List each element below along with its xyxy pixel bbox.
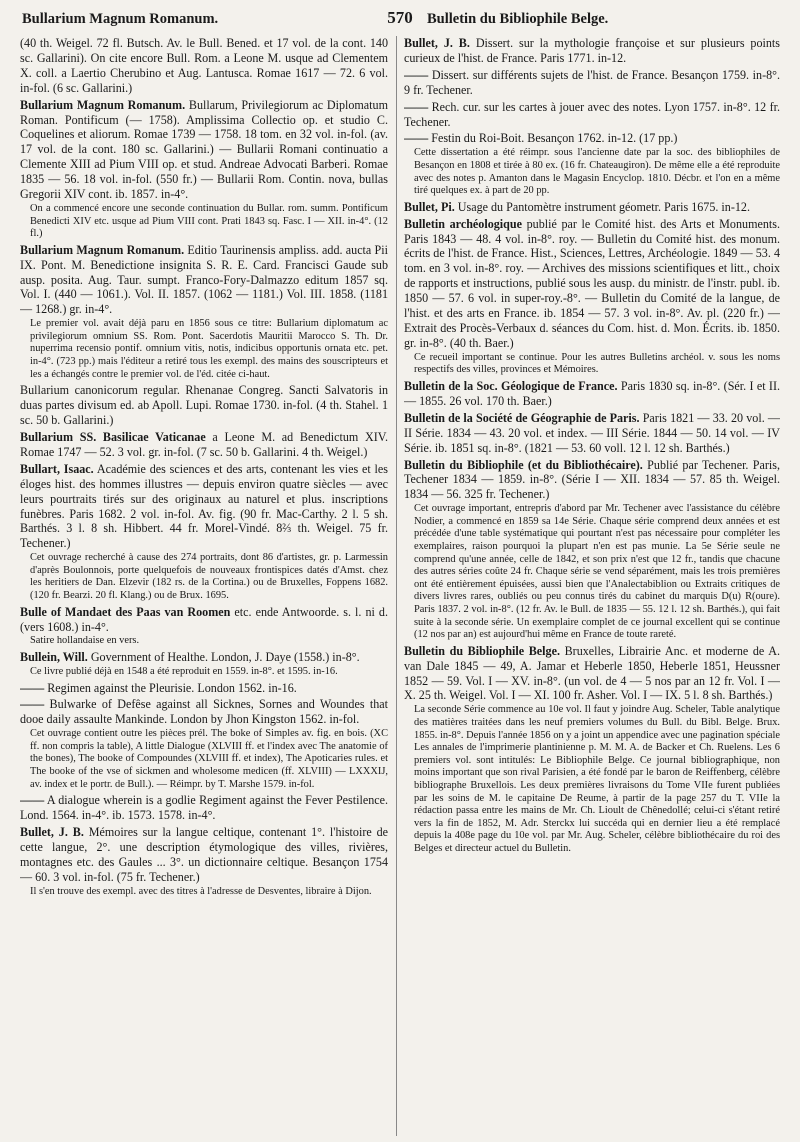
entry-heading: —— [20, 680, 45, 695]
entry-heading: Bullet, Pi. [404, 199, 455, 214]
entry-note: Cet ouvrage recherché à cause des 274 portraits, dont 86 d'artistes, gr. p. Larmessin d'après Boulonnois, porte quelquefois de nouveaux frontispices datés d'Amst. chez les heritiers de Dan. Elzevir (182 rs. de la Cortina.) ou de Bruxelles, Foppens 1682. (120 fr. Bearzi. 20 fl. Klang.) ou de Brux. 1695. [30, 552, 388, 601]
bibliography-entry [20, 697, 388, 791]
entry-heading: —— [20, 793, 45, 808]
entry-heading: Bullart, Isaac. [20, 461, 94, 476]
entry-text: Bulwarke of Defêse against all Sicknes, Sornes and Woundes that dooe daily assaulte Mankinde. London by Jhon Kingston 1562. in-fol. [20, 697, 388, 727]
entry-text: (40 th. Weigel. 72 fl. Butsch. Av. le Bull. Bened. et 17 vol. de la cont. 140 sc. Gallarini). On cite encore Bull. Rom. a Leone M. usque ad Clementem X. coll. a Laertio Cherubino et Aug. Lantusca. Romae 1617 — 72. 6 vol. in-fol. (6 sc. Gallarini.) [20, 36, 388, 95]
entry-text: a Leone M. ad Benedictum XIV. Romae 1747 — 52. 3 vol. gr. in-fol. (7 sc. 50 b. Gallarini. 4 th. Weigel.) [20, 429, 388, 459]
entry-text: etc. ende Antwoorde. s. l. ni d. (vers 1608.) in-4°. [20, 604, 388, 634]
entry-note: La seconde Série commence au 10e vol. Il faut y joindre Aug. Scheler, Table analytique des matières traitées dans les neuf premiers volumes du Bull. du Bibl. Belge. Brux. 1855. in-8°. Depuis l'année 1856 on y a joint un appendice avec une pagination spéciale Les annales de l'imprimerie plantinienne p. M. M. A. de Backer et Ch. Ruelens. Les 6 premiers vol. sont intitulés: Le Bibliophile Belge. Ce journal bibliographique, non moins important que son rival Parisien, a été fondé par le baron de Reiffenberg, célèbre bibliographe Bruxellois. Les deux premières livraisons du Tome VIIe furent publiées par les soins de M. le capitaine De Reume, à partir de la page 257 du T. VIIe la rédaction passa entre les mains de Mr. Ch. Lioult de Chênedollé; celui-ci s'étant retiré vers la fin de 1852, M. Adr. Sterckx lui succéda qui en dernier lieu a été remplacé depuis la 408e page du 10e vol. par Mr. Aug. Scheler, célèbre bibliothécaire du roi des Belges et directeur actuel du Bulletin. [414, 704, 780, 854]
bibliography-entry [20, 681, 388, 696]
entry-note: Le premier vol. avait déjà paru en 1856 sous ce titre: Bullarium diplomatum ac privilegiorum omnium SS. Rom. Pont. Sacerdotis Mauritii Marocco S. Th. Dr. nuperrima recensio pontif. omnium vitis, notis, indicibus opportunis ornata etc. pet. in-4°. (723 pp.) mais l'éditeur a retiré tous les exempl. des mains des souscripteurs et les a échangés contre le premier vol. de l'éd. citée ci-haut. [30, 318, 388, 380]
bibliography-entry [20, 98, 388, 241]
bibliography-entry [20, 825, 388, 898]
left-column [20, 36, 388, 1136]
page-header [22, 8, 778, 32]
bibliography-entry [404, 100, 780, 130]
entry-heading: Bullarium Magnum Romanum. [20, 242, 185, 257]
entry-text: publié par le Comité hist. des Arts et Monuments. Paris 1843 — 48. 4 vol. in-8°. roy. — Bulletin du Comité hist. des monum. écrits de l'hist. de France. Hist., Sciences, Lettres, Archéologie. 1849 — 53. 4 tom. en 3 vol. in-8°. roy. — Archives des missions scientifiques et litt., choix de rapports et instructions, publié sous les ausp. du ministr. de l'instr. publ. ib. 1850 — 57. 6 vol. in super-roy.-8°. — Bulletin du Comité de la langue, de l'hist. et des arts en France. ib. 1854 — 57. 3 vol. in-8°. Av. pl. (220 fr.) — Extrait des Procès-Verbaux d. séances du Com. hist. d. Mon. Écrits. ib. 1850. gr. in-8°. (40 th. Baer.) [404, 216, 780, 350]
entry-heading: —— [404, 131, 429, 146]
entry-heading: Bulletin de la Société de Géographie de Paris. [404, 410, 640, 425]
entry-heading: Bulle of Mandaet des Paas van Roomen [20, 604, 231, 619]
entry-note: Cet ouvrage important, entrepris d'abord par Mr. Techener avec l'assistance du célèbre Nodier, a commencé en 1859 sa 14e Série. Chaque série comprend deux années et est précédée d'une table systématique qui pourtant n'est pas nécessaire pour compléter les exemplaires, raison pourquoi la plupart n'en est pas munie. La 5e Série seule ne comprend qu'une année, celle de 1842, et son prix n'est que 12 fr., tandis que chacune des autres séries coûte 24 fr. Chaque série se vend séparément, mais les trois premières ont été entièrement épuisées, aussi bien que l'Analectabiblion ou Extraits critiques de divers livres rares, oubliés ou peu connus tirés du cabinet du marquis D(u) R(oure). Paris 1837. 2 vol. in-8°. (12 fr. Av. le Bull. de 1835 — 55. 12 l. 12 sh. Barthés.), qui fait suite à la seconde série. Un exemplaire complet de ce journal excellent qui se continue (12 nos par an) est aujourd'hui même en France de toute rareté. [414, 503, 780, 641]
bibliography-entry [404, 217, 780, 377]
entry-text: Festin du Roi-Boit. Besançon 1762. in-12. (17 pp.) [431, 131, 678, 146]
entry-note: On a commencé encore une seconde continuation du Bullar. rom. summ. Pontificum Benedicti XIV etc. usque ad Pium VIII cont. Prati 1843 sq. Fasc. I — XII. in-4°. (12 fl.) [30, 202, 388, 240]
entry-text: Bruxelles, Librairie Anc. et moderne de A. van Dale 1845 — 49, A. Jamar et Heberle 1850, Heberle 1851, Heussner 1852 — 59. Vol. I — XV. in-8°. (un vol. de 4 — 5 nos par an 12 fr. Vol. I — X. 25 th. Weigel. Vol. I — XI. 100 fr. Asher. Vol. I — IX. 5 l. 8 sh. Barthés.) [404, 643, 780, 703]
entry-heading: —— [20, 697, 45, 712]
entry-note: Ce livre publié déjà en 1548 a été reproduit en 1559. in-8°. et 1595. in-16. [30, 665, 338, 677]
entry-heading: Bullein, Will. [20, 650, 88, 664]
bibliography-entry [404, 68, 780, 98]
bibliography-entry [404, 458, 780, 642]
entry-heading: Bulletin du Bibliophile Belge. [404, 643, 560, 658]
entry-note: Il s'en trouve des exempl. avec des titres à l'adresse de Desventes, libraire à Dijon. [30, 885, 372, 897]
entry-text: Editio Taurinensis ampliss. add. aucta Pii IX. Pont. M. Benedictione insignita S. R. E. Card. Francisci Gaude sub ausp. posita. Aug. Taur. sumpt. Franco-Fory-Dalmazzo editum 1857 sq. Vol. I. (440 — 1061.). Vol. II. 1857. (1062 — 1181.) Vol. III. 1858. (1181 — 1268.) gr. in-4°. [20, 242, 388, 317]
bibliography-entry [20, 430, 388, 460]
entry-heading: Bulletin de la Soc. Géologique de France. [404, 378, 618, 393]
entry-text: Mémoires sur la langue celtique, contenant 1°. l'histoire de cette langue, 2°. une description étymologique des villes, rivières, montagnes etc. des Gaules ... 3°. un dictionnaire celtique. Besançon 1754 — 60. 3 vol. in-fol. (75 fr. Techener.) [20, 825, 388, 884]
entry-heading: Bullarium Magnum Romanum. [20, 97, 186, 112]
entry-text: Usage du Pantomètre instrument géometr. Paris 1675. in-12. [457, 199, 750, 214]
entry-note: Satire hollandaise en vers. [30, 635, 140, 647]
entry-text: Dissert. sur différents sujets de l'hist. de France. Besançon 1759. in-8°. 9 fr. Techener. [404, 67, 780, 97]
entry-text: Rech. cur. sur les cartes à jouer avec des notes. Lyon 1757. in-8°. 12 fr. Techener. [404, 99, 780, 129]
bibliography-entry [20, 243, 388, 382]
entry-heading: —— [404, 67, 429, 82]
bibliography-entry [404, 411, 780, 456]
entry-note: Cette dissertation a été réimpr. sous l'ancienne date par la soc. des bibliophiles de Besançon en 1808 et tirée à 80 ex. (16 fr. Chateaugiron). De même elle a été reproduite avec des notes p. Amanton dans le Magasin Encyclop. 1810. Décbr. et l'on en a même tiré quelques ex. à part de 20 pp. [414, 147, 780, 197]
entry-text: Dissert. sur la mythologie françoise et sur plusieurs points curieux de l'hist. de France. Paris 1771. in-12. [404, 36, 780, 65]
entry-text: Regimen against the Pleurisie. London 1562. in-16. [47, 680, 297, 695]
entry-heading: Bullarium SS. Basilicae Vaticanae [20, 429, 206, 444]
bibliography-entry [404, 131, 780, 197]
bibliography-entry [20, 383, 388, 428]
entry-heading: —— [404, 99, 429, 114]
page-number: 570 [387, 8, 413, 27]
bibliography-entry [20, 793, 388, 823]
running-head-left: Bullarium Magnum Romanum. [22, 11, 219, 27]
entry-text: Bullarium canonicorum regular. Rhenanae Congreg. Sancti Salvatoris in duas partes divisum ed. ab Apoll. Lupi. Romae 1730. in-fol. (4 th. Stahel. 1 sc. 50 b. Gallarini.) [20, 383, 388, 428]
entry-text: A dialogue wherein is a godlie Regiment against the Fever Pestilence. Lond. 1564. in-4°. ib. 1573. 1578. in-4°. [20, 793, 388, 823]
entry-text: Publié par Techener. Paris, Techener 1834 — 1859. in-8°. (Série I — XII. 1834 — 57. 85 th. Weigel. 1834 — 56. 325 fr. Techener.) [404, 457, 780, 502]
entry-text: Bullarum, Privilegiorum ac Diplomatum Roman. Pontificum (— 1758). Amplissima Collectio op. et studio C. Coquelines et aliorum. Romae 1739 — 1758. 18 tom. en 32 vol. in-fol. (av. 17 vol. de la cont. 180 sc. Gallarini.) — Bullarii Romani continuatio a Clemente XIII ad Pium VIII op. et stud. Andreae Advocati Barberi. Romae 1835 — 56. 18 vol. in-fol. (550 fr.) — Bullarii Rom. Contin. nova, bullas Gregorii XIV cont. ib. 1857. in-4°. [20, 97, 388, 202]
entry-note: Ce recueil important se continue. Pour les autres Bulletins archéol. v. sous les noms respectifs des villes, provinces et Mémoires. [414, 351, 780, 376]
bibliography-entry [404, 379, 780, 409]
column-divider [396, 36, 397, 1136]
entry-heading: Bulletin archéologique [404, 216, 522, 231]
entry-text: Paris 1830 sq. in-8°. (Sér. I et II. — 1855. 26 vol. 170 th. Baer.) [404, 378, 780, 408]
bibliography-entry [20, 605, 388, 648]
right-column [404, 36, 780, 1136]
bibliography-entry [404, 644, 780, 856]
bibliography-entry [20, 462, 388, 603]
bibliography-entry [20, 650, 388, 679]
entry-text: Paris 1821 — 33. 20 vol. — II Série. 1834 — 43. 20 vol. et index. — III Série. 1844 — 50. 14 vol. — IV Série. ib. 1851 sq. in-8°. (1821 — 53. 60 voll. 12 l. 12 sh. Barthés.) [404, 410, 780, 455]
entry-text: Académie des sciences et des arts, contenant les vies et les éloges hist. des hommes illustres — depuis environ quatre siècles — avec leurs pourtraits tirés sur des originaux au naturel et plus. inscriptions funèbres. Paris 1682. 2 vol. in-fol. Av. fig. (90 fr. Mac-Carthy. 2 l. 5 sh. Barthés. 3 l. 8 sh. Hibbert. 44 fr. Morel-Vindé. 8⅔ th. Weigel. 75 fr. Techener.) [20, 461, 388, 551]
entry-heading: Bulletin du Bibliophile (et du Bibliothécaire). [404, 457, 643, 472]
running-head-right: Bulletin du Bibliophile Belge. [427, 11, 609, 27]
entry-text: Government of Healthe. London, J. Daye (1558.) in-8°. [90, 650, 360, 664]
entry-heading: Bullet, J. B. [20, 825, 84, 839]
bibliography-entry [20, 36, 388, 96]
bibliography-entry [404, 36, 780, 66]
entry-heading: Bullet, J. B. [404, 36, 470, 50]
entry-note: Cet ouvrage contient outre les pièces prél. The boke of Simples av. fig. en bois. (XC ff. non compris la table), A little Dialogue (XLVIII ff. et l'index avec The anatomie of the bones), The booke of Compoundes (XLVIII ff. et index), The Apoticaries rules. et The booke of the vse of sickmen and wholesome medicen (ff. XLVIII) — LXXXIJ, av. index et le portr. de Bull.). — Réimpr. by T. Marshe 1579. in-fol. [30, 728, 388, 790]
bibliography-entry [404, 200, 780, 215]
